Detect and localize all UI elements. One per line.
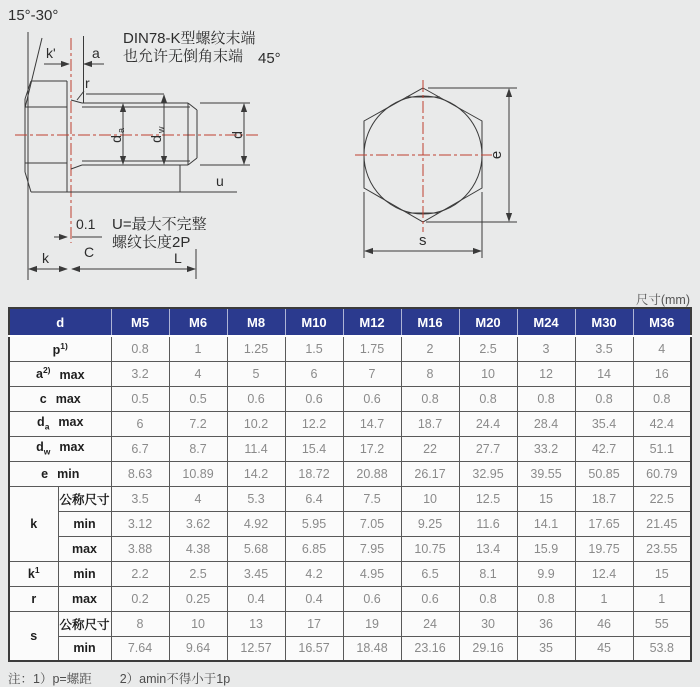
- table-cell: 15: [517, 486, 575, 511]
- table-cell: 60.79: [633, 461, 691, 486]
- u-note-line2: 螺纹长度2P: [112, 234, 191, 251]
- table-cell: 4.95: [343, 561, 401, 586]
- table-cell: 17.2: [343, 436, 401, 461]
- dimension-table: [8, 307, 692, 662]
- table-cell: 5.95: [285, 511, 343, 536]
- column-header: d: [9, 308, 111, 336]
- table-cell: 4.2: [285, 561, 343, 586]
- table-cell: 33.2: [517, 436, 575, 461]
- table-cell: 5.68: [227, 536, 285, 561]
- u-note-line1: U=最大不完整: [112, 216, 207, 233]
- table-cell: 11.6: [459, 511, 517, 536]
- table-cell: 14: [575, 361, 633, 386]
- table-cell: 1: [633, 586, 691, 611]
- table-cell: 46: [575, 611, 633, 636]
- table-cell: 35.4: [575, 411, 633, 436]
- row-sub-label: max: [58, 586, 111, 611]
- table-cell: 15.9: [517, 536, 575, 561]
- r-dim-label: r: [85, 75, 90, 91]
- table-cell: 23.16: [401, 636, 459, 661]
- fillet-top: [71, 100, 82, 103]
- column-header: M12: [343, 308, 401, 336]
- row-label: $a^{2)}$ max: [9, 361, 111, 386]
- table-cell: 2.5: [459, 336, 517, 361]
- table-cell: 35: [517, 636, 575, 661]
- table-cell: 6: [285, 361, 343, 386]
- table-cell: 39.55: [517, 461, 575, 486]
- k-dim-label: k: [42, 250, 49, 266]
- column-header: M36: [633, 308, 691, 336]
- row-sub-label: max: [58, 536, 111, 561]
- table-cell: 4: [169, 361, 227, 386]
- table-cell: 0.8: [633, 386, 691, 411]
- table-cell: 3.88: [111, 536, 169, 561]
- table-cell: 17.65: [575, 511, 633, 536]
- table-header-row: [9, 308, 691, 336]
- table-cell: 0.8: [575, 386, 633, 411]
- table-cell: 1: [575, 586, 633, 611]
- svg-text:d: d: [108, 135, 124, 143]
- table-cell: 18.7: [401, 411, 459, 436]
- c-value-label: 0.1: [76, 216, 96, 232]
- column-header: M8: [227, 308, 285, 336]
- e-dim-label: [488, 151, 505, 159]
- table-cell: 0.8: [459, 586, 517, 611]
- table-cell: 0.8: [401, 386, 459, 411]
- table-cell: 0.6: [227, 386, 285, 411]
- unit-note: 尺寸(mm): [635, 293, 690, 307]
- table-row: [9, 336, 691, 361]
- table-cell: 7: [343, 361, 401, 386]
- table-row: [9, 461, 691, 486]
- table-cell: 0.6: [401, 586, 459, 611]
- table-cell: 3.2: [111, 361, 169, 386]
- table-cell: 14.7: [343, 411, 401, 436]
- table-cell: 6.85: [285, 536, 343, 561]
- table-cell: 0.8: [459, 386, 517, 411]
- table-cell: 2.2: [111, 561, 169, 586]
- table-cell: 3.62: [169, 511, 227, 536]
- column-header: M10: [285, 308, 343, 336]
- table-cell: 6.4: [285, 486, 343, 511]
- table-cell: 22.5: [633, 486, 691, 511]
- column-header: M30: [575, 308, 633, 336]
- r-leader-line: [77, 91, 84, 100]
- footnote-part2: 2）amin不得小于1p: [119, 672, 231, 686]
- table-cell: 7.2: [169, 411, 227, 436]
- table-cell: 7.05: [343, 511, 401, 536]
- table-cell: 21.45: [633, 511, 691, 536]
- table-cell: 30: [459, 611, 517, 636]
- table-cell: 0.25: [169, 586, 227, 611]
- table-cell: 26.17: [401, 461, 459, 486]
- column-header: M16: [401, 308, 459, 336]
- table-cell: 11.4: [227, 436, 285, 461]
- footnote-part1: 注：1）p=螺距: [8, 672, 92, 686]
- table-cell: 20.88: [343, 461, 401, 486]
- table-cell: 42.7: [575, 436, 633, 461]
- table-cell: 5: [227, 361, 285, 386]
- table-cell: 10: [401, 486, 459, 511]
- row-group-label: $k^1$: [9, 561, 58, 586]
- din-note-line1: DIN78-K型螺纹末端: [123, 30, 256, 47]
- table-cell: 10.75: [401, 536, 459, 561]
- table-cell: 0.6: [343, 586, 401, 611]
- fillet-bottom: [71, 165, 82, 169]
- technical-drawing: [0, 0, 700, 288]
- table-cell: 13.4: [459, 536, 517, 561]
- svg-text:a: a: [116, 127, 126, 133]
- table-cell: 6.5: [401, 561, 459, 586]
- table-cell: 1: [169, 336, 227, 361]
- table-cell: 8.63: [111, 461, 169, 486]
- row-label: e min: [9, 461, 111, 486]
- table-cell: 12.2: [285, 411, 343, 436]
- table-row: [9, 436, 691, 461]
- table-cell: 16.57: [285, 636, 343, 661]
- footnote: [8, 669, 700, 687]
- row-group-label: k: [9, 486, 58, 561]
- column-header: M24: [517, 308, 575, 336]
- table-cell: 6: [111, 411, 169, 436]
- table-cell: 0.5: [169, 386, 227, 411]
- din-note-line2: 也允许无倒角末端: [123, 48, 244, 65]
- table-cell: 10.2: [227, 411, 285, 436]
- table-cell: 10.89: [169, 461, 227, 486]
- table-cell: 24: [401, 611, 459, 636]
- table-cell: 50.85: [575, 461, 633, 486]
- column-header: M20: [459, 308, 517, 336]
- table-row: [9, 411, 691, 436]
- row-sub-label: min: [58, 636, 111, 661]
- svg-text:w: w: [156, 126, 166, 133]
- table-cell: 27.7: [459, 436, 517, 461]
- table-cell: 19: [343, 611, 401, 636]
- table-cell: 12.57: [227, 636, 285, 661]
- column-header: M5: [111, 308, 169, 336]
- table-cell: 45: [575, 636, 633, 661]
- table-cell: 28.4: [517, 411, 575, 436]
- table-cell: 16: [633, 361, 691, 386]
- table-cell: 4.38: [169, 536, 227, 561]
- table-cell: 12.4: [575, 561, 633, 586]
- table-row: [9, 611, 691, 636]
- table-row: [9, 636, 691, 661]
- table-cell: 7.5: [343, 486, 401, 511]
- da-dim-label: [108, 128, 126, 143]
- table-cell: 1.75: [343, 336, 401, 361]
- table-cell: 17: [285, 611, 343, 636]
- table-cell: 15: [633, 561, 691, 586]
- l-dim-label: L: [174, 250, 182, 266]
- table-row: [9, 361, 691, 386]
- table-cell: 10: [459, 361, 517, 386]
- table-cell: 0.8: [517, 586, 575, 611]
- c-dim-label: C: [84, 244, 95, 260]
- table-cell: 0.2: [111, 586, 169, 611]
- table-row: [9, 536, 691, 561]
- table-cell: 0.5: [111, 386, 169, 411]
- table-cell: 2.5: [169, 561, 227, 586]
- table-cell: 9.25: [401, 511, 459, 536]
- table-cell: 55: [633, 611, 691, 636]
- u-dim-label: u: [216, 173, 224, 189]
- svg-text:d: d: [229, 131, 245, 139]
- table-row: [9, 486, 691, 511]
- row-group-label: s: [9, 611, 58, 661]
- table-cell: 1.5: [285, 336, 343, 361]
- table-cell: 1.25: [227, 336, 285, 361]
- table-row: [9, 511, 691, 536]
- table-cell: 12.5: [459, 486, 517, 511]
- table-cell: 29.16: [459, 636, 517, 661]
- row-label: $d_a$ max: [9, 411, 111, 436]
- table-cell: 8: [111, 611, 169, 636]
- row-sub-label: min: [58, 511, 111, 536]
- table-cell: 3.12: [111, 511, 169, 536]
- table-cell: 4: [633, 336, 691, 361]
- deg45-label: 45°: [258, 50, 281, 67]
- table-cell: 19.75: [575, 536, 633, 561]
- row-group-label: r: [9, 586, 58, 611]
- table-cell: 7.95: [343, 536, 401, 561]
- table-cell: 0.8: [517, 386, 575, 411]
- svg-text:e: e: [488, 150, 505, 160]
- d-dim-label: [229, 131, 245, 139]
- table-cell: 23.55: [633, 536, 691, 561]
- table-cell: 42.4: [633, 411, 691, 436]
- table-cell: 18.7: [575, 486, 633, 511]
- table-cell: 51.1: [633, 436, 691, 461]
- table-cell: 24.4: [459, 411, 517, 436]
- a-dim-label: a: [92, 45, 100, 61]
- table-cell: 0.4: [227, 586, 285, 611]
- table-cell: 9.64: [169, 636, 227, 661]
- row-sub-label: 公称尺寸: [58, 486, 111, 511]
- table-cell: 8.7: [169, 436, 227, 461]
- table-cell: 8.1: [459, 561, 517, 586]
- table-cell: 14.2: [227, 461, 285, 486]
- table-cell: 36: [517, 611, 575, 636]
- table-cell: 6.7: [111, 436, 169, 461]
- table-cell: 4.92: [227, 511, 285, 536]
- table-cell: 18.72: [285, 461, 343, 486]
- table-cell: 0.4: [285, 586, 343, 611]
- table-cell: 15.4: [285, 436, 343, 461]
- table-cell: 3.5: [111, 486, 169, 511]
- row-label: $d_w$ max: [9, 436, 111, 461]
- dw-dim-label: [148, 126, 166, 143]
- table-cell: 0.6: [343, 386, 401, 411]
- column-header: M6: [169, 308, 227, 336]
- table-cell: 14.1: [517, 511, 575, 536]
- table-cell: 8: [401, 361, 459, 386]
- table-row: [9, 561, 691, 586]
- table-cell: 7.64: [111, 636, 169, 661]
- table-cell: 18.48: [343, 636, 401, 661]
- table-cell: 3: [517, 336, 575, 361]
- chamfer-angle-label: 15°-30°: [8, 7, 59, 24]
- table-cell: 53.8: [633, 636, 691, 661]
- row-sub-label: min: [58, 561, 111, 586]
- table-cell: 12: [517, 361, 575, 386]
- table-cell: 3.45: [227, 561, 285, 586]
- table-cell: 10: [169, 611, 227, 636]
- table-cell: 0.6: [285, 386, 343, 411]
- row-label: c max: [9, 386, 111, 411]
- table-cell: 22: [401, 436, 459, 461]
- table-cell: 3.5: [575, 336, 633, 361]
- table-cell: 2: [401, 336, 459, 361]
- table-cell: 0.8: [111, 336, 169, 361]
- table-row: [9, 386, 691, 411]
- row-label: $p^{1)}$: [9, 336, 111, 361]
- table-cell: 13: [227, 611, 285, 636]
- table-cell: 32.95: [459, 461, 517, 486]
- svg-text:d: d: [148, 135, 164, 143]
- table-row: [9, 586, 691, 611]
- table-body: [9, 336, 691, 661]
- s-dim-label: s: [419, 232, 427, 249]
- k-prime-dim-label: k': [46, 45, 56, 61]
- table-cell: 4: [169, 486, 227, 511]
- table-cell: 5.3: [227, 486, 285, 511]
- row-sub-label: 公称尺寸: [58, 611, 111, 636]
- table-cell: 9.9: [517, 561, 575, 586]
